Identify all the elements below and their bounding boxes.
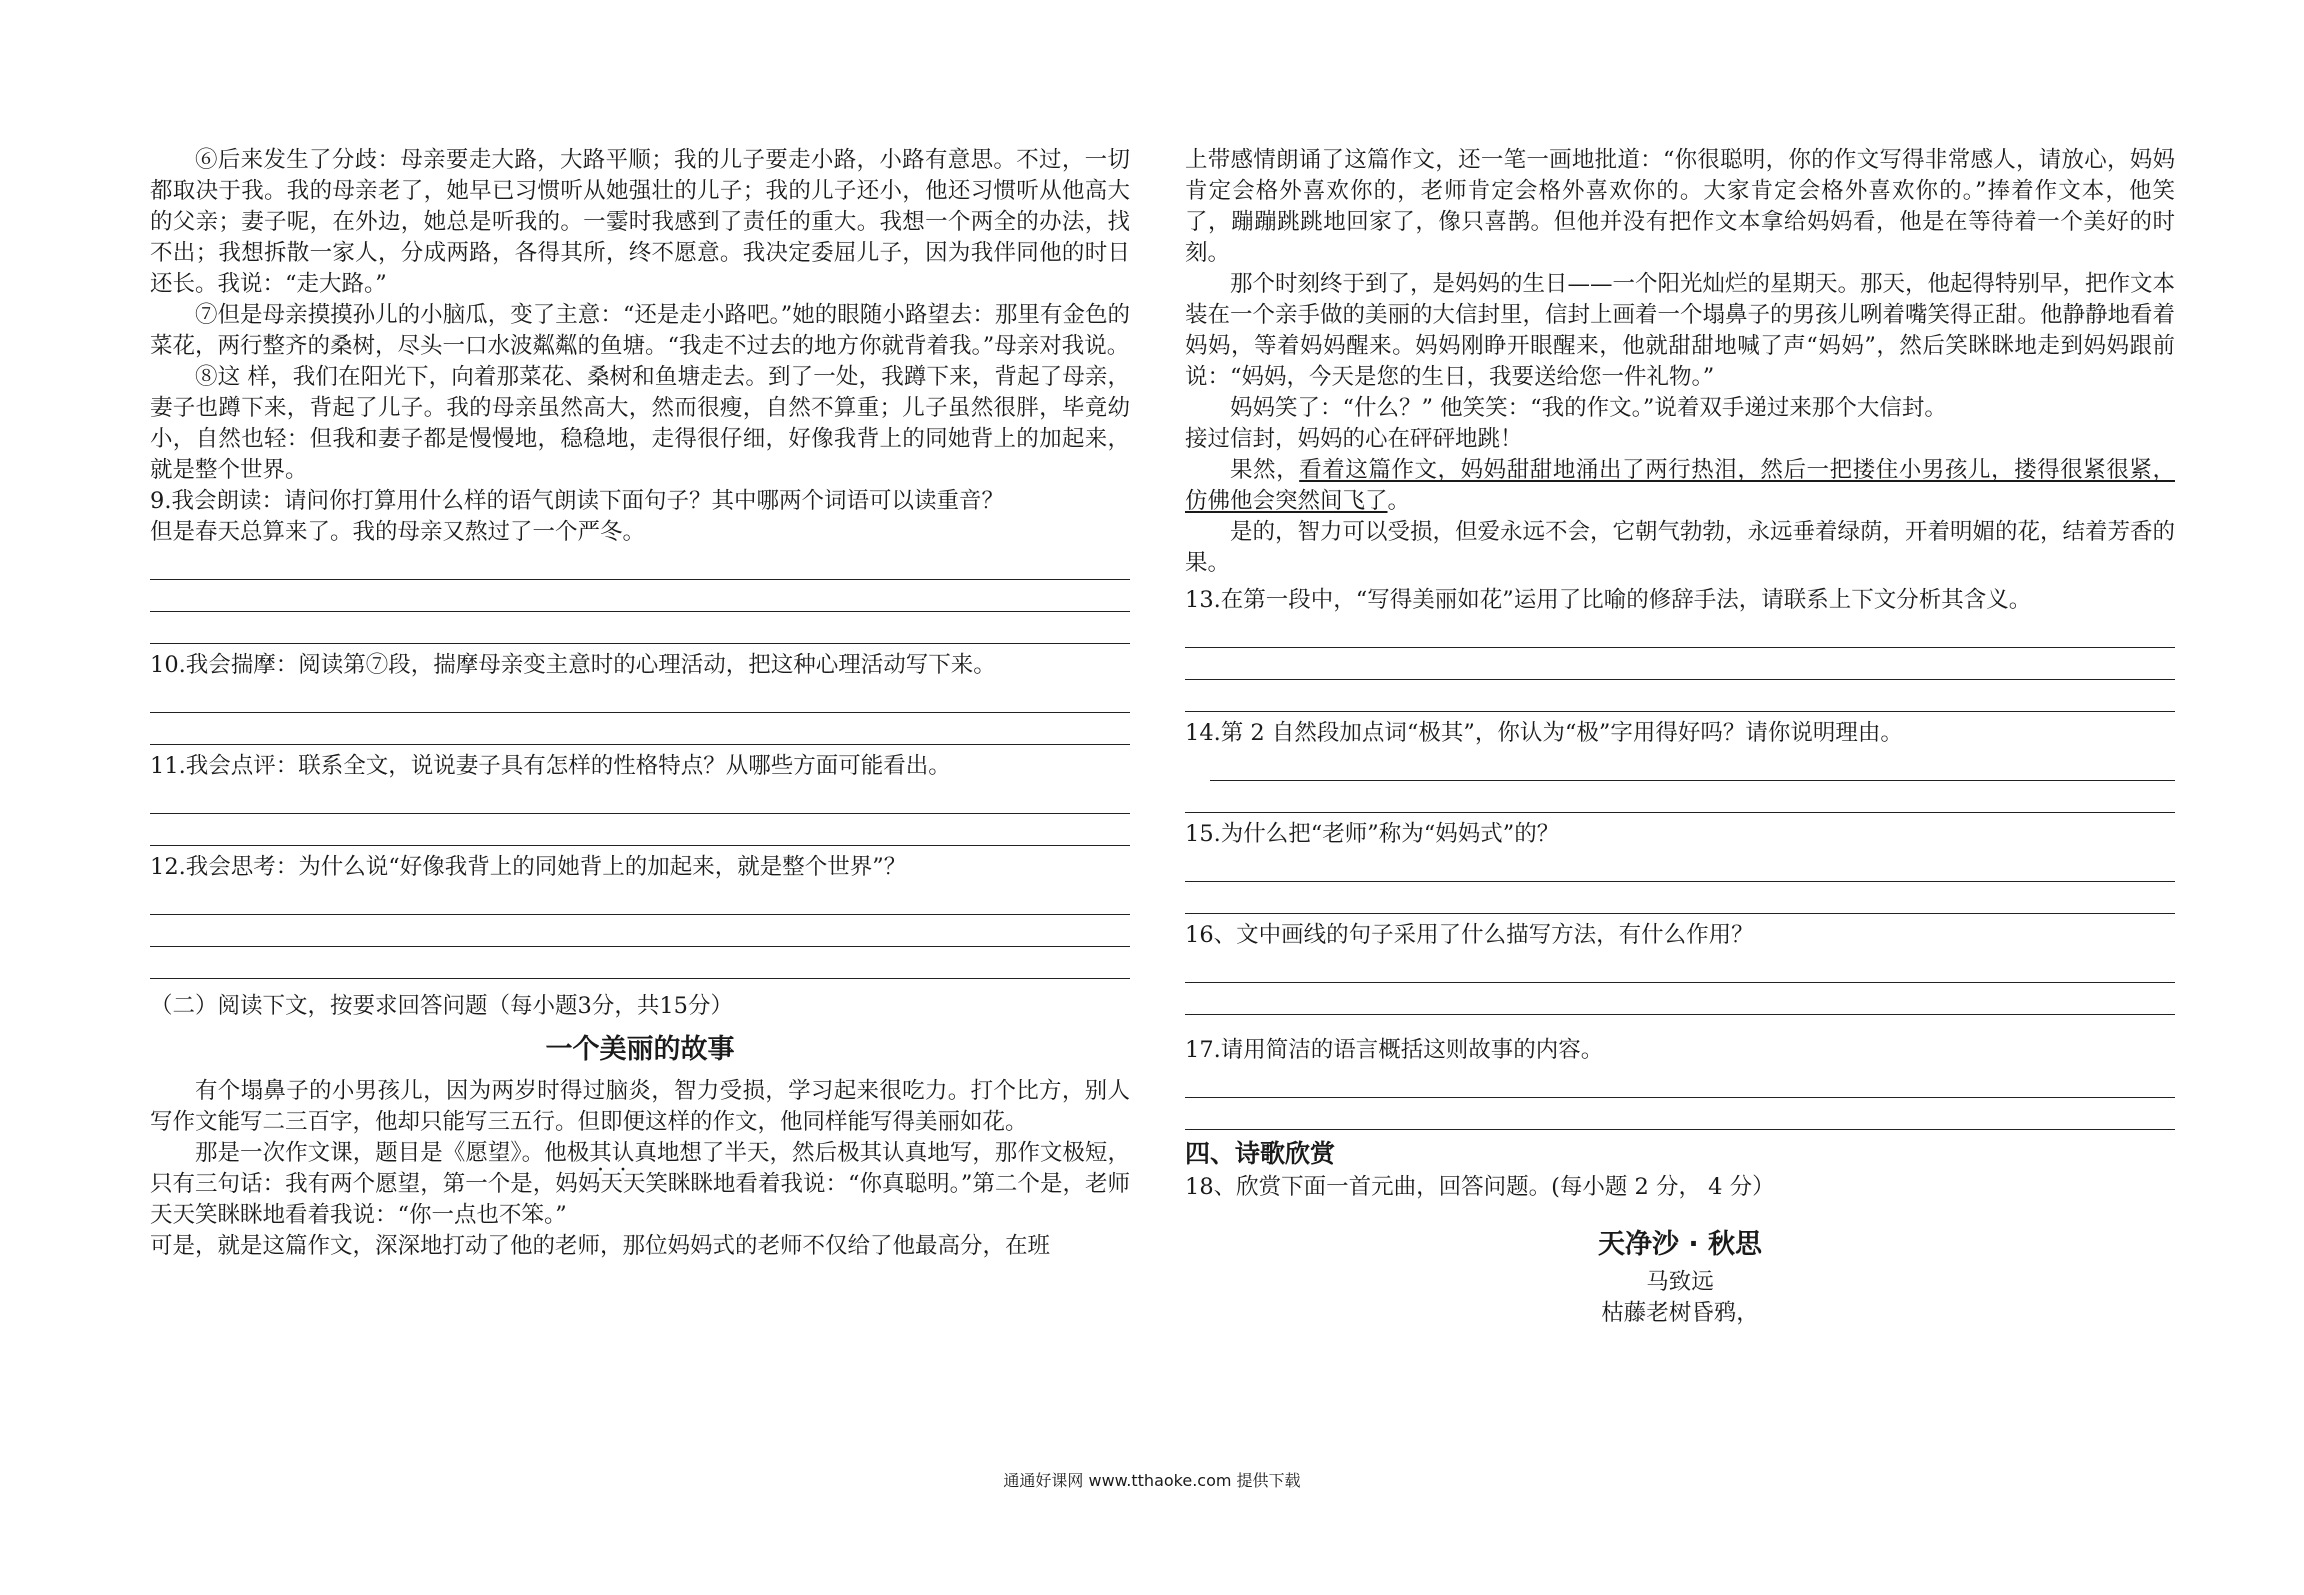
question-18: 18、欣赏下面一首元曲，回答问题。(每小题 2 分， 4 分）	[1185, 1174, 1775, 1200]
answer-line	[150, 713, 1130, 745]
answer-line	[1210, 749, 2175, 781]
answer-line	[150, 915, 1130, 947]
answer-line	[1185, 680, 2175, 712]
emphasis-dot-char: 其	[589, 1140, 612, 1166]
question-14: 14.第 2 自然段加点词“极其”，你认为“极”字用得好吗？请你说明理由。	[1185, 720, 1903, 746]
answer-line	[1185, 1066, 2175, 1098]
story-paragraph-7: 果然，看着这篇作文，妈妈甜甜地涌出了两行热泪，然后一把搂住小男孩儿，搂得很紧很紧，仿佛他会突然间飞了。	[1185, 457, 2175, 514]
story-paragraph-2: 那是一次作文课，题目是《愿望》。他极其认真地想了半天，然后极其认真地写，那作文极短，只有三句话：我有两个愿望，第一个是，妈妈天天笑眯眯地看着我说：“你真聪明。”第二个是，老师天天笑眯眯地看着我说：“你一点也不笨。”	[150, 1140, 1130, 1228]
answer-line	[1185, 951, 2175, 983]
right-column	[1185, 145, 2175, 1329]
answer-line	[150, 612, 1130, 644]
answer-line	[1185, 616, 2175, 648]
question-15: 15.为什么把“老师”称为“妈妈式”的？	[1185, 821, 1560, 847]
answer-line	[1185, 882, 2175, 914]
question-10: 10.我会揣摩：阅读第⑦段，揣摩母亲变主意时的心理活动，把这种心理活动写下来。	[150, 652, 996, 678]
poem-line-1: 枯藤老树昏鸦，	[1601, 1300, 1759, 1326]
story-paragraph-8: 是的，智力可以受损，但爱永远不会，它朝气勃勃，永远垂着绿荫，开着明媚的花，结着芳香的果。	[1185, 519, 2176, 576]
question-12: 12.我会思考：为什么说“好像我背上的同她背上的加起来，就是整个世界”？	[150, 854, 907, 880]
story-paragraph-6: 接过信封，妈妈的心在砰砰地跳！	[1185, 426, 1523, 452]
footer-source: 通通好课网 www.tthaoke.com 提供下载	[1003, 1471, 1301, 1490]
poem-author: 马致远	[1646, 1269, 1714, 1295]
answer-line	[150, 580, 1130, 612]
question-16: 16、文中画线的句子采用了什么描写方法，有什么作用？	[1185, 922, 1754, 948]
paragraph-6: ⑥后来发生了分歧：母亲要走大路，大路平顺；我的儿子要走小路，小路有意思。不过，一切都取决于我。我的母亲老了，她早已习惯听从她强壮的儿子；我的儿子还小，他还习惯听从他高大的父亲；妻子呢，在外边，她总是听我的。一霎时我感到了责任的重大。我想一个两全的办法，找不出；我想拆散一家人，分成两路，各得其所，终不愿意。我决定委屈儿子，因为我伴同他的时日还长。我说：“走大路。”	[150, 147, 1130, 297]
answer-line	[1185, 983, 2175, 1015]
story-paragraph-3: 可是，就是这篇作文，深深地打动了他的老师，那位妈妈式的老师不仅给了他最高分，在班	[150, 1233, 1051, 1259]
answer-line	[1185, 648, 2175, 680]
answer-line	[150, 681, 1130, 713]
story-paragraph-4: 那个时刻终于到了，是妈妈的生日——一个阳光灿烂的星期天。那天，他起得特别早，把作文本装在一个亲手做的美丽的大信封里，信封上画着一个塌鼻子的男孩儿咧着嘴笑得正甜。他静静地看着妈妈，等着妈妈醒来。妈妈刚睁开眼醒来，他就甜甜地喊了声“妈妈”，然后笑眯眯地走到妈妈跟前说：“妈妈，今天是您的生日，我要送给您一件礼物。”	[1185, 271, 2176, 390]
answer-line	[1185, 850, 2175, 882]
question-9: 9.我会朗读：请问你打算用什么样的语气朗读下面句子？其中哪两个词语可以读重音？	[150, 488, 1004, 514]
answer-line	[150, 814, 1130, 846]
emphasis-dot-char: 极	[566, 1140, 590, 1166]
story-paragraph-1: 有个塌鼻子的小男孩儿，因为两岁时得过脑炎，智力受损，学习起来很吃力。打个比方，别人写作文能写二三百字，他却只能写三五行。但即便这样的作文，他同样能写得美丽如花。	[150, 1078, 1130, 1135]
section-4-heading: 四、诗歌欣赏	[1185, 1139, 1336, 1168]
question-11: 11.我会点评：联系全文，说说妻子具有怎样的性格特点？从哪些方面可能看出。	[150, 753, 951, 779]
underlined-sentence: 看着这篇作文，妈妈甜甜地涌出了两行热泪，然后一把搂住小男孩儿，搂得很紧很紧，仿佛他会突然间飞了	[1185, 457, 2175, 514]
answer-line	[1185, 1098, 2175, 1130]
answer-line	[150, 947, 1130, 979]
story-paragraph-5: 妈妈笑了：“什么？” 他笑笑：“我的作文。”说着双手递过来那个大信封。	[1230, 395, 1947, 421]
paragraph-8: ⑧这 样，我们在阳光下，向着那菜花、桑树和鱼塘走去。到了一处，我蹲下来，背起了母亲，妻子也蹲下来，背起了儿子。我的母亲虽然高大，然而很瘦，自然不算重；儿子虽然很胖，毕竟幼小，自然也轻：但我和妻子都是慢慢地，稳稳地，走得很仔细，好像我背上的同她背上的加起来，就是整个世界。	[150, 364, 1130, 483]
question-17: 17.请用简洁的语言概括这则故事的内容。	[1185, 1037, 1604, 1063]
poem-title: 天净沙 · 秋思	[1597, 1229, 1763, 1260]
question-9-sentence: 但是春天总算来了。我的母亲又熬过了一个严冬。	[150, 519, 646, 545]
question-13: 13.在第一段中，“写得美丽如花”运用了比喻的修辞手法，请联系上下文分析其含义。	[1185, 587, 2032, 613]
answer-line	[150, 548, 1130, 580]
answer-line	[150, 782, 1130, 814]
story-continuation: 上带感情朗诵了这篇作文，还一笔一画地批道：“你很聪明，你的作文写得非常感人，请放心，妈妈肯定会格外喜欢你的，老师肯定会格外喜欢你的。大家肯定会格外喜欢你的。”捧着作文本，他笑了，蹦蹦跳跳地回家了，像只喜鹊。但他并没有把作文本拿给妈妈看，他是在等待着一个美好的时刻。	[1185, 147, 2175, 266]
section-2-heading: （二）阅读下文，按要求回答问题（每小题3分，共15分）	[150, 993, 733, 1019]
answer-line	[150, 883, 1130, 915]
left-column	[150, 145, 1130, 1262]
answer-line	[1185, 781, 2175, 813]
paragraph-7: ⑦但是母亲摸摸孙儿的小脑瓜，变了主意：“还是走小路吧。”她的眼随小路望去：那里有金色的菜花，两行整齐的桑树，尽头一口水波粼粼的鱼塘。“我走不过去的地方你就背着我。”母亲对我说。	[150, 302, 1130, 359]
story-title: 一个美丽的故事	[545, 1034, 735, 1065]
